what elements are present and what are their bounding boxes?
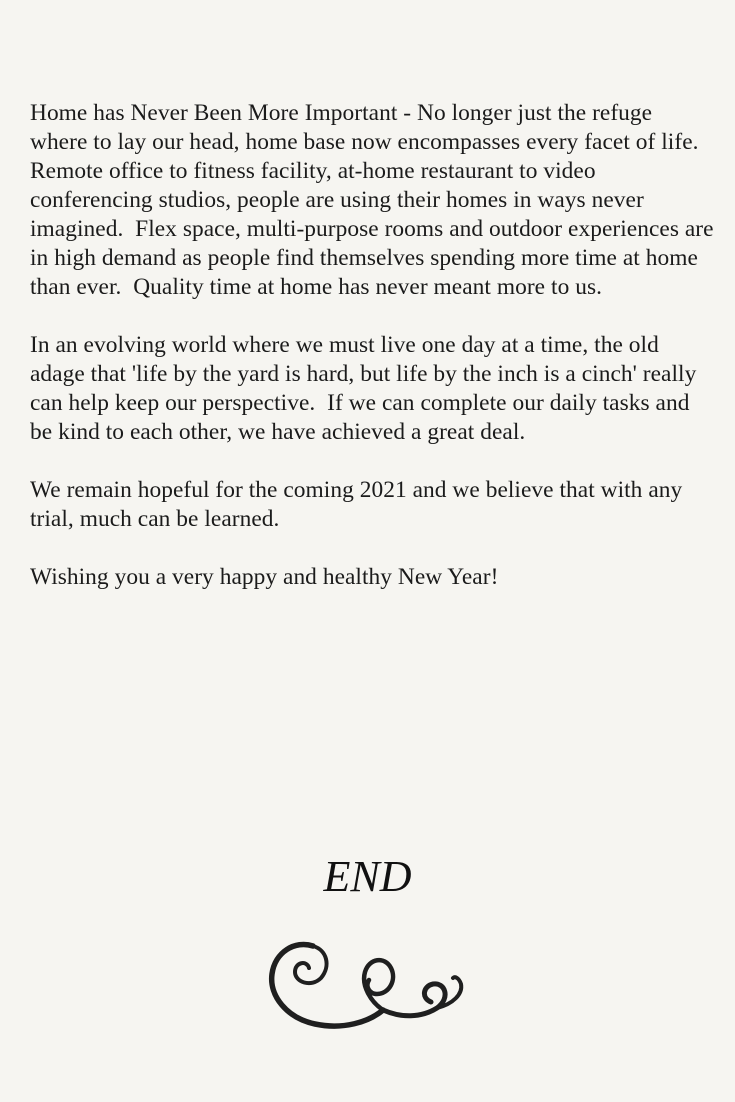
paragraph-new-year-wish: Wishing you a very happy and healthy New Year! (30, 564, 499, 590)
letter-body (30, 99, 720, 621)
end-title: END (323, 852, 412, 901)
paragraph-home-importance: Home has Never Been More Important - No longer just the refuge where to lay our head, home base now encompasses every facet of life. Remote office to fitness facility, at-home restaurant to video conferencing studios, people are using their homes in ways never imagined. Flex space, multi-purpose rooms and outdoor experiences are in high demand as people find themselves spending more time at home than ever. Quality time at home has never meant more to us. (30, 100, 720, 300)
paragraph-hopeful-2021: We remain hopeful for the coming 2021 and we believe that with any trial, much can be learned. (30, 477, 689, 532)
flourish-swirl-icon (265, 938, 470, 1033)
paragraph-evolving-world: In an evolving world where we must live one day at a time, the old adage that 'life by the yard is hard, but life by the inch is a cinch' really can help keep our perspective. If we can complete our daily tasks and be kind to each other, we have achieved a great deal. (30, 332, 703, 445)
